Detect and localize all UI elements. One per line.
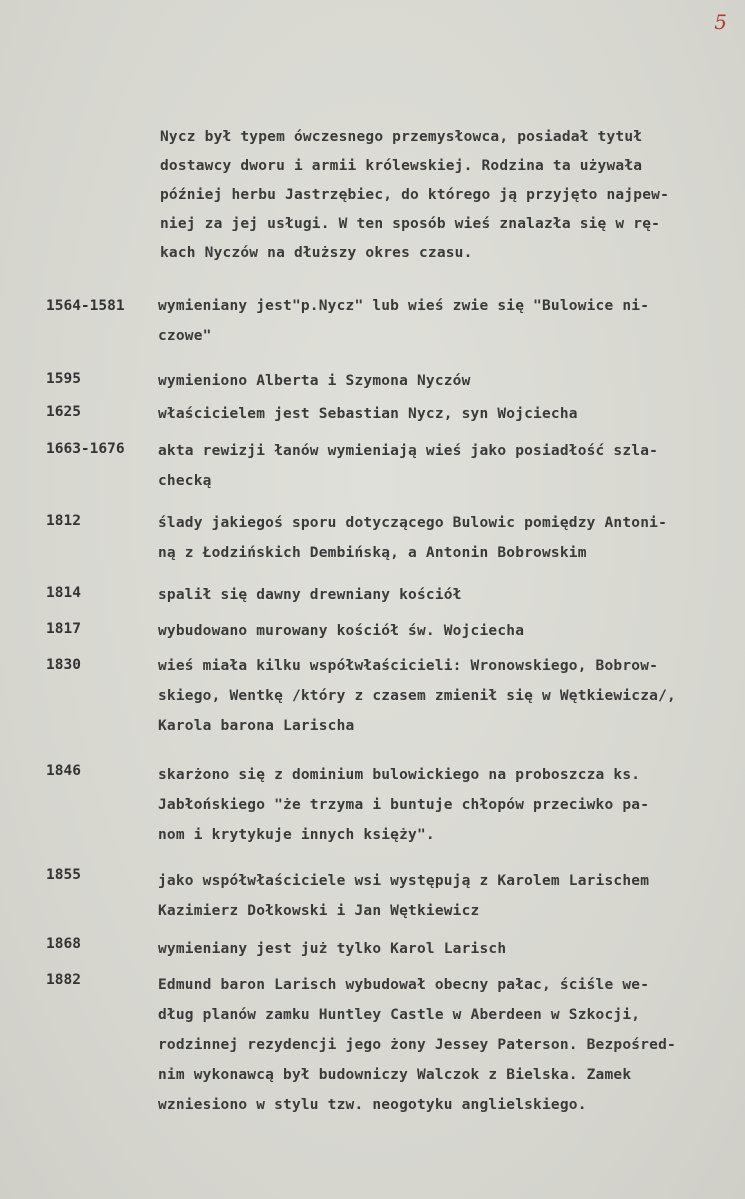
entry-year: 1846 <box>46 763 81 779</box>
entry-text: wymieniono Alberta i Szymona Nyczów <box>158 373 471 389</box>
entry-text: wymieniany jest już tylko Karol Larisch <box>158 941 507 957</box>
entry-year: 1814 <box>46 585 81 601</box>
entry-text: wieś miała kilku współwłaścicieli: Wronowskiego, Bobrow- skiego, Wentkę /który z czasem zmienił się w Wętkiewicza/, Karola barona Larischa <box>158 658 676 734</box>
entry-year: 1882 <box>46 972 81 988</box>
entry-year: 1868 <box>46 936 81 952</box>
entry-year: 1595 <box>46 371 81 387</box>
entry-text: spalił się dawny drewniany kościół <box>158 587 462 603</box>
entry-text: akta rewizji łanów wymieniają wieś jako posiadłość szla- checką <box>158 443 659 489</box>
entry-year: 1663-1676 <box>46 441 125 457</box>
entry-year: 1817 <box>46 621 81 637</box>
entry-text: jako współwłaściciele wsi występują z Karolem Larischem Kazimierz Dołkowski i Jan Wętkiewicz <box>158 873 650 919</box>
entry-text: wymieniany jest"p.Nycz" lub wieś zwie się "Bulowice ni- czowe" <box>158 298 650 344</box>
intro-paragraph: Nycz był typem ówczesnego przemysłowca, posiadał tytuł dostawcy dworu i armii królewskiej. Rodzina ta używała później herbu Jastrzębiec, do którego ją przyjęto najpew- niej za jej usługi. W ten sposób wieś znalazła się w rę- kach Nyczów na dłuższy okres czasu. <box>160 129 669 261</box>
entry-text: skarżono się z dominium bulowickiego na proboszcza ks. Jabłońskiego "że trzyma i buntuje chłopów przeciwko pa- nom i krytykuje innych księży". <box>158 767 650 843</box>
entry-year: 1564-1581 <box>46 298 125 314</box>
entry-year: 1812 <box>46 513 81 529</box>
entry-text: wybudowano murowany kościół św. Wojciecha <box>158 623 525 639</box>
entry-text: właścicielem jest Sebastian Nycz, syn Wojciecha <box>158 406 578 422</box>
entry-text: ślady jakiegoś sporu dotyczącego Bulowic pomiędzy Antoni- ną z Łodzińskich Dembińską, a Antonin Bobrowskim <box>158 515 667 561</box>
entry-text: Edmund baron Larisch wybudował obecny pałac, ściśle we- dług planów zamku Huntley Castle w Aberdeen w Szkocji, rodzinnej rezydencji jego żony Jessey Paterson. Bezpośred- nim wykonawcą był budowniczy Walczok z Bielska. Zamek wzniesiono w stylu tzw. neogotyku anglielskiego. <box>158 977 676 1113</box>
entry-year: 1625 <box>46 404 81 420</box>
entry-year: 1830 <box>46 657 81 673</box>
page-number: 5 <box>714 10 727 34</box>
entry-year: 1855 <box>46 867 81 883</box>
